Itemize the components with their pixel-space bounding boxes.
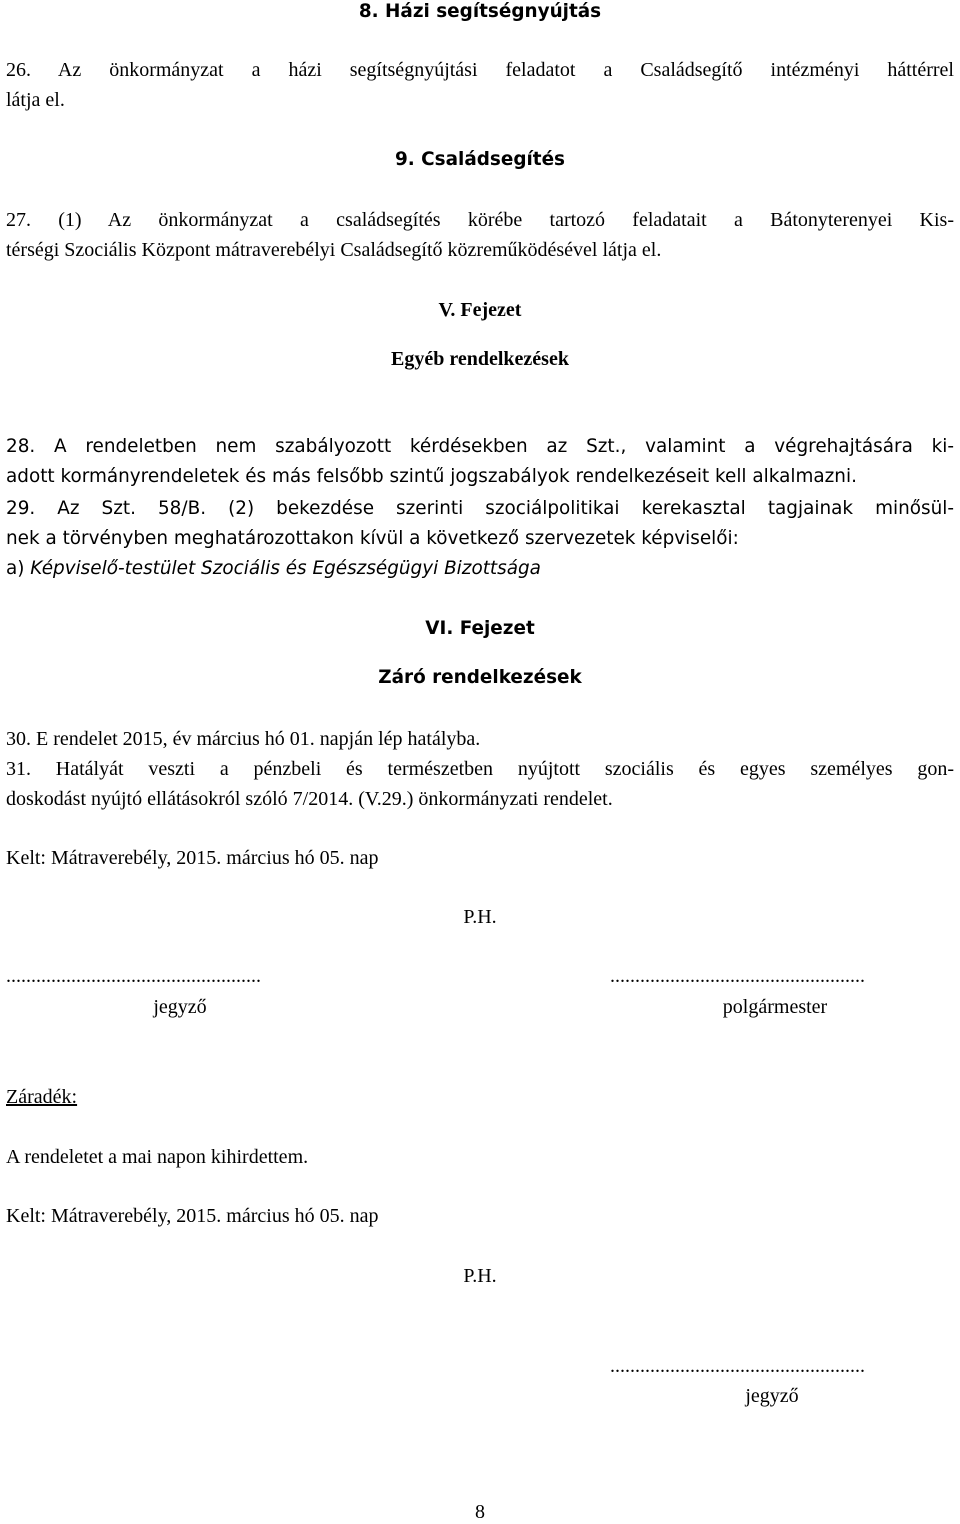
zaradek-text: A rendeletet a mai napon kihirdettem. — [6, 1146, 309, 1168]
ph-stamp-2: P.H. — [463, 1265, 497, 1287]
page-number: 8 — [475, 1501, 485, 1523]
paragraph-30: 30. E rendelet 2015, év március hó 01. napján lép hatályba. — [6, 728, 481, 750]
zaradek-label: Záradék: — [6, 1086, 78, 1108]
paragraph-26-line-1: 26. Az önkormányzat a házi segítségnyújtási feladatot a Családsegítő intézményi háttérrel — [6, 59, 954, 81]
paragraph-29-item-a — [6, 557, 954, 581]
signature-2-line: ................................................... — [610, 1355, 865, 1377]
signature-line-right: ................................................... — [610, 965, 865, 987]
paragraph-29-line-2: nek a törvényben meghatározottakon kívül a következő szervezetek képviselői: — [6, 528, 739, 549]
kelt-date-2: Kelt: Mátraverebély, 2015. március hó 05. nap — [6, 1205, 379, 1227]
paragraph-29-line-1: 29. Az Szt. 58/B. (2) bekezdése szerinti szociálpolitikai kerekasztal tagjainak minősül- — [6, 498, 954, 519]
kelt-date-1: Kelt: Mátraverebély, 2015. március hó 05. nap — [6, 847, 379, 869]
item-a-text: Képviselő-testület Szociális és Egészségügyi Bizottsága — [30, 558, 541, 579]
signature-right-title: polgármester — [722, 996, 828, 1018]
paragraph-27-line-1: 27. (1) Az önkormányzat a családsegítés körébe tartozó feladatait a Bátonyterenyei Kis- — [6, 209, 954, 231]
chapter-5-subtitle: Egyéb rendelkezések — [391, 348, 569, 370]
paragraph-31-line-1: 31. Hatályát veszti a pénzbeli és természetben nyújtott szociális és egyes személyes gon- — [6, 758, 954, 780]
signature-line-left: ................................................... — [6, 965, 261, 987]
paragraph-28-line-1: 28. A rendeletben nem szabályozott kérdésekben az Szt., valamint a végrehajtására ki- — [6, 436, 954, 457]
ph-stamp-1: P.H. — [463, 906, 497, 928]
paragraph-27-line-2: térségi Szociális Központ mátraverebélyi Családsegítő közreműködésével látja el. — [6, 239, 662, 261]
paragraph-31-line-2: doskodást nyújtó ellátásokról szóló 7/2014. (V.29.) önkormányzati rendelet. — [6, 788, 613, 810]
signature-left-title: jegyző — [153, 996, 207, 1018]
section-8-heading: 8. Házi segítségnyújtás — [358, 1, 602, 22]
chapter-6-subtitle: Záró rendelkezések — [378, 667, 582, 688]
chapter-5-title: V. Fejezet — [438, 299, 522, 321]
section-9-heading: 9. Családsegítés — [394, 149, 565, 170]
paragraph-26-line-2: látja el. — [6, 89, 65, 111]
item-a-prefix: a) — [6, 558, 31, 579]
signature-2-title: jegyző — [745, 1385, 799, 1407]
chapter-6-title: VI. Fejezet — [425, 618, 535, 639]
paragraph-28-line-2: adott kormányrendeletek és más felsőbb szintű jogszabályok rendelkezéseit kell alkalmazni. — [6, 466, 857, 487]
